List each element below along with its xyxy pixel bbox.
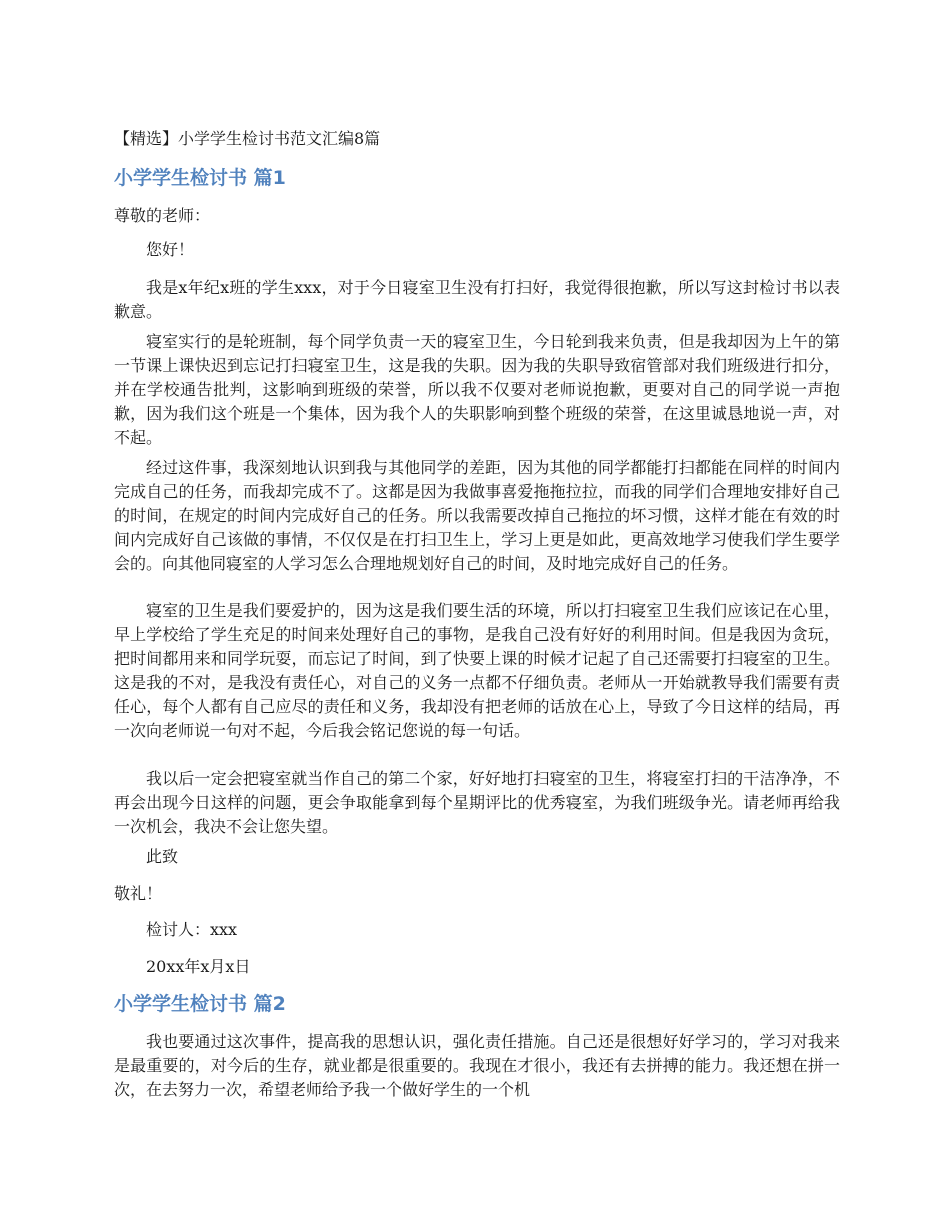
- paragraph: 寝室实行的是轮班制，每个同学负责一天的寝室卫生，今日轮到我来负责，但是我却因为上午的第一节课上课快迟到忘记打扫寝室卫生，这是我的失职。因为我的失职导致宿管部对我们班级进行扣分，并在学校通告批判，这影响到班级的荣誉，所以我不仅要对老师说抱歉，更要对自己的同学说一声抱歉，因为我们这个班是一个集体，因为我个人的失职影响到整个班级的荣誉，在这里诚恳地说一声，对不起。: [114, 332, 840, 447]
- paragraph: 寝室的卫生是我们要爱护的，因为这是我们要生活的环境，所以打扫寝室卫生我们应该记在心里，早上学校给了学生充足的时间来处理好自己的事物，是我自己没有好好的利用时间。但是我因为贪玩，把时间都用来和同学玩耍，而忘记了时间，到了快要上课的时候才记起了自己还需要打扫寝室的卫生。这是我的不对，是我没有责任心，对自己的义务一点都不仔细负责。老师从一开始就教导我们需要有责任心，每个人都有自己应尽的责任和义务，我却没有把老师的话放在心上，导致了今日这样的结局，再一次向老师说一句对不起，今后我会铭记您说的每一句话。: [114, 601, 840, 740]
- closing-salute: 敬礼！: [114, 884, 163, 903]
- signature-line: 检讨人：xxx: [146, 920, 238, 939]
- paragraph: 我以后一定会把寝室就当作自己的第二个家，好好地打扫寝室的卫生，将寝室打扫的干洁净净，不再会出现今日这样的问题，更会争取能拿到每个星期评比的优秀寝室，为我们班级争光。请老师再给我一次机会，我决不会让您失望。: [114, 769, 840, 836]
- paragraph: 我也要通过这次事件，提高我的思想认识，强化责任措施。自己还是很想好好学习的，学习对我来是最重要的，对今后的生存，就业都是很重要的。我现在才很小，我还有去拼搏的能力。我还想在拼一次，在去努力一次，希望老师给予我一个做好学生的一个机: [114, 1032, 840, 1099]
- closing-line: 此致: [146, 847, 179, 866]
- paragraph: 经过这件事，我深刻地认识到我与其他同学的差距，因为其他的同学都能打扫都能在同样的时间内完成自己的任务，而我却完成不了。这都是因为我做事喜爱拖拖拉拉，而我的同学们合理地安排好自己的时间，在规定的时间内完成好自己的任务。所以我需要改掉自己拖拉的坏习惯，这样才能在有效的时间内完成好自己该做的事情，不仅仅是在打扫卫生上，学习上更是如此，更高效地学习使我们学生要学会的。向其他同寝室的人学习怎么合理地规划好自己的时间，及时地完成好自己的任务。: [114, 458, 840, 573]
- document-title: 【精选】小学学生检讨书范文汇编8篇: [114, 129, 381, 148]
- salutation: 尊敬的老师：: [114, 206, 211, 225]
- section-heading-2: 小学学生检讨书 篇2: [114, 993, 286, 1015]
- date-line: 20xx年x月x日: [146, 957, 251, 976]
- greeting: 您好！: [146, 240, 195, 259]
- paragraph: 我是x年纪x班的学生xxx，对于今日寝室卫生没有打扫好，我觉得很抱歉，所以写这封检讨书以表歉意。: [114, 278, 840, 321]
- section-heading-1: 小学学生检讨书 篇1: [114, 167, 286, 189]
